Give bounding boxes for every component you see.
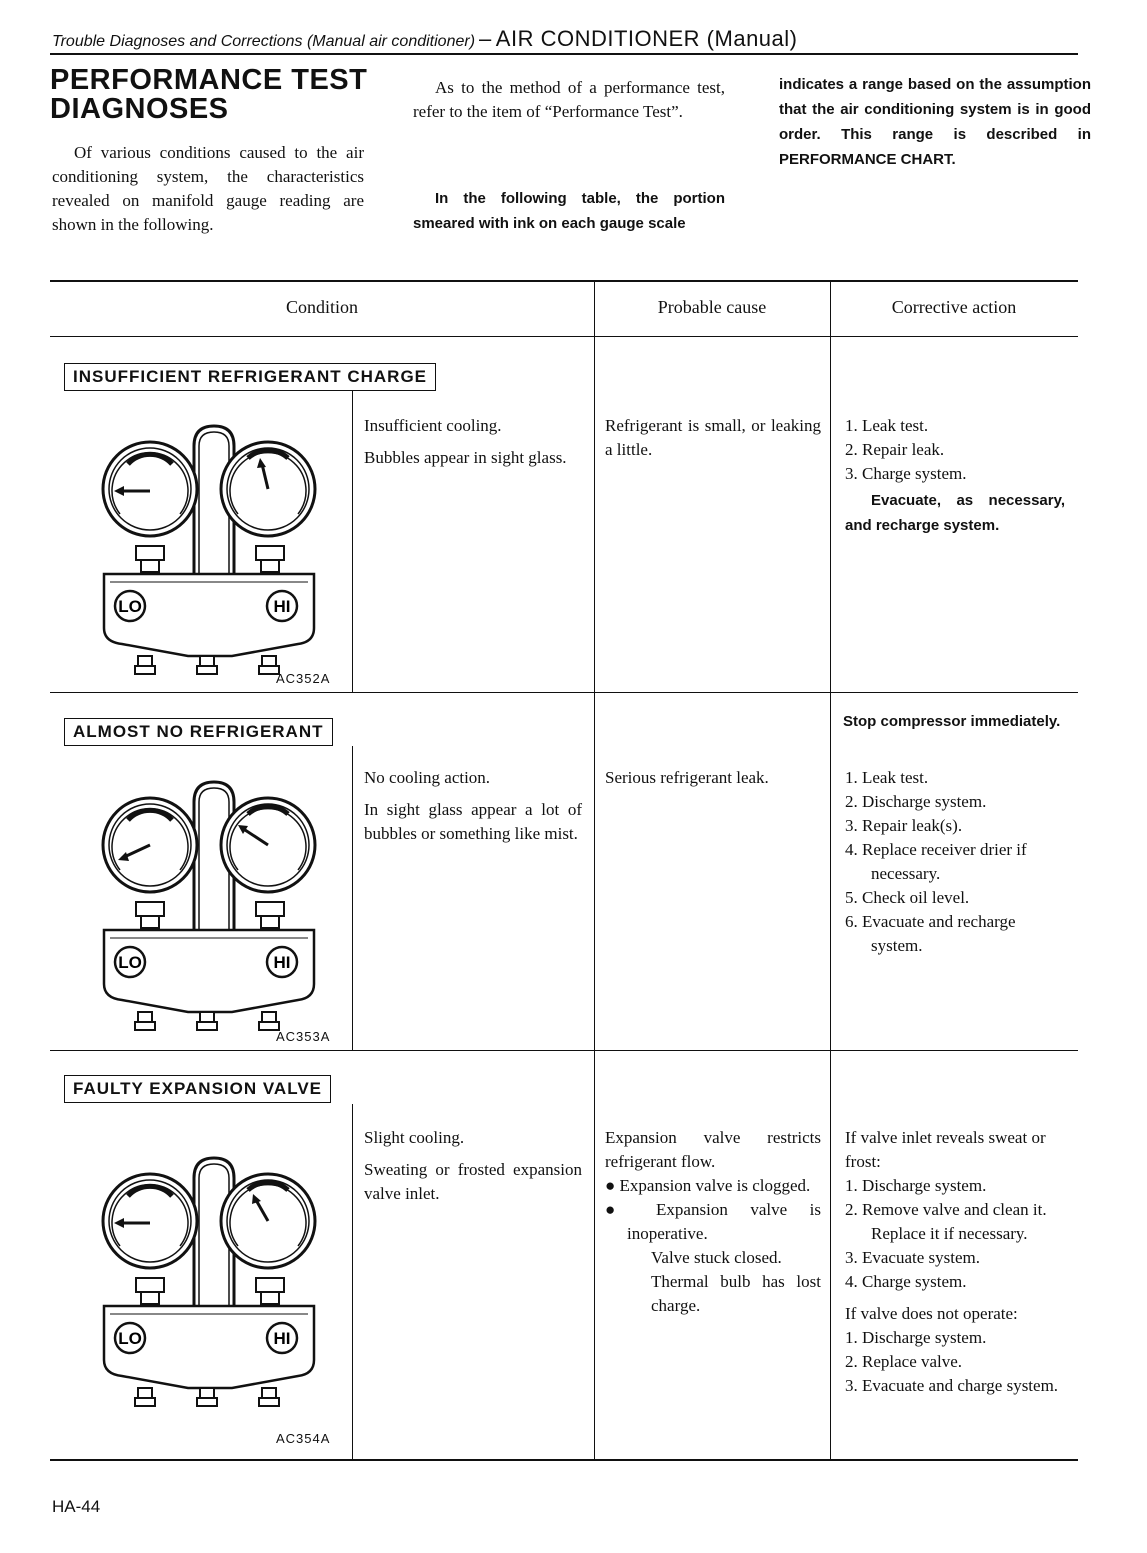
manifold-gauge-figure-1 — [92, 406, 326, 678]
table-header-rule — [50, 336, 1078, 337]
cause-text-3: Expansion valve restricts refrigerant flow. ● Expansion valve is clogged. ● Expansion valve is inoperative. Valve stuck closed. Thermal bulb has lost charge. — [605, 1128, 821, 1315]
action-note-1: Evacuate, as necessary, and recharge system. — [845, 492, 1065, 534]
header-condition: Condition — [285, 297, 358, 317]
header-corrective-action: Corrective action — [891, 297, 1017, 317]
condition-label-almost-no-refrigerant: ALMOST NO REFRIGERANT — [64, 718, 333, 746]
table-top-rule — [50, 280, 1078, 282]
condition-text-2: No cooling action. In sight glass appear a lot of bubbles or something like mist. — [364, 768, 582, 843]
running-header — [52, 26, 1077, 52]
row-divider-1 — [50, 692, 1078, 693]
page-title: PERFORMANCE TEST DIAGNOSES — [50, 64, 368, 125]
condition-label-insufficient-charge: INSUFFICIENT REFRIGERANT CHARGE — [64, 363, 436, 391]
cause-text-1: Refrigerant is small, or leaking a little. — [605, 416, 821, 459]
header-dash: – — [479, 26, 492, 51]
intro-paragraph-1: Of various conditions caused to the air conditioning system, the characteristics revealed on manifold gauge reading are shown in the following. — [52, 143, 364, 234]
intro-paragraph-3: In the following table, the portion smeared with ink on each gauge scale — [413, 190, 725, 232]
manifold-gauge-figure-2 — [92, 762, 326, 1034]
column-divider-2 — [830, 281, 831, 1460]
header-rule — [50, 53, 1078, 55]
header-probable-cause: Probable cause — [657, 297, 767, 317]
figure-divider-3 — [352, 1104, 353, 1460]
cause-text-2: Serious refrigerant leak. — [605, 768, 769, 787]
hi-label: HI — [273, 597, 291, 616]
action-text-3: If valve inlet reveals sweat or frost: 1. Discharge system. 2. Remove valve and clean it. Replace it if necessary. 3. Evacuate system. 4. Charge system. If valve does not operate: 1. Discharge system. 2. Replace valve. 3. Evacuate and charge system. — [845, 1128, 1059, 1395]
action-text-2: 1. Leak test. 2. Discharge system. 3. Repair leak(s). 4. Replace receiver drier if necessary. 5. Check oil level. 6. Evacuate and recharge system. — [845, 768, 1027, 955]
figure-divider-2 — [352, 746, 353, 1050]
figure-id-2: AC353A — [276, 1029, 331, 1044]
row-divider-2 — [50, 1050, 1078, 1051]
figure-divider-1 — [352, 390, 353, 692]
hi-label: HI — [273, 953, 291, 972]
cause-bullet-clogged: ● Expansion valve is clogged. — [605, 1176, 811, 1195]
lo-label: LO — [118, 953, 142, 972]
condition-text-3: Slight cooling. Sweating or frosted expansion valve inlet. — [364, 1128, 582, 1203]
intro-paragraph-2: As to the method of a performance test, refer to the item of “Performance Test”. — [413, 78, 725, 121]
cause-bullet-inoperative: ● Expansion valve is inoperative. — [605, 1200, 821, 1243]
figure-id-1: AC352A — [276, 671, 331, 686]
condition-label-faulty-expansion-valve: FAULTY EXPANSION VALVE — [64, 1075, 331, 1103]
action-text-1: 1. Leak test. 2. Repair leak. 3. Charge system. Evacuate, as necessary, and recharge system. — [845, 414, 1065, 538]
lo-label: LO — [118, 1329, 142, 1348]
lo-label: LO — [118, 597, 142, 616]
column-divider-1 — [594, 281, 595, 1460]
table-bottom-rule — [50, 1459, 1078, 1461]
hi-label: HI — [273, 1329, 291, 1348]
figure-id-3: AC354A — [276, 1431, 331, 1446]
action-note-2: Stop compressor immediately. — [843, 713, 1061, 730]
header-section: Trouble Diagnoses and Corrections (Manual air conditioner) — [52, 33, 476, 50]
page-number: HA-44 — [52, 1497, 101, 1516]
intro-paragraph-4: indicates a range based on the assumption that the air conditioning system is in good order. This range is described in PERFORMANCE CHART. — [779, 76, 1091, 168]
header-chapter: AIR CONDITIONER (Manual) — [495, 26, 798, 51]
manifold-gauge-figure-3 — [92, 1138, 326, 1410]
condition-text-1: Insufficient cooling. Bubbles appear in sight glass. — [364, 416, 567, 467]
